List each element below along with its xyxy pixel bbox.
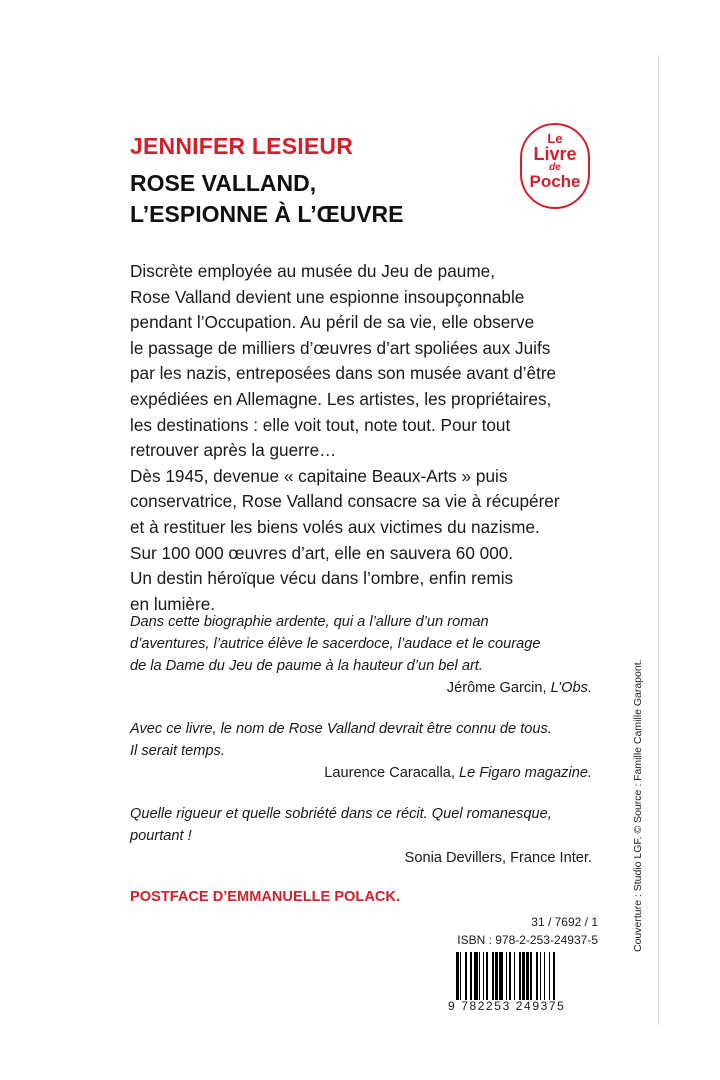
barcode-bar [460, 952, 461, 1000]
publisher-logo [520, 123, 590, 209]
barcode-bar [526, 952, 529, 1000]
barcode-bar [470, 952, 473, 1000]
barcode-bar [474, 952, 478, 1000]
quote-line: Avec ce livre, le nom de Rose Valland devrait être connu de tous. [130, 721, 552, 737]
barcode-bars [456, 952, 596, 1000]
logo-line-le: Le [547, 131, 563, 146]
barcode-bar [492, 952, 493, 1000]
quote-author: Jérôme Garcin, [446, 680, 547, 696]
title-line-2: L’ESPIONNE À L’ŒUVRE [130, 201, 404, 227]
summary-line: Sur 100 000 œuvres d’art, elle en sauvera 60 000. [130, 542, 514, 563]
quote-author: Sonia Devillers, France Inter. [404, 850, 592, 866]
press-quote-1 [130, 611, 592, 699]
barcode [448, 952, 598, 1012]
summary-line: le passage de milliers d’œuvres d’art spoliées aux Juifs [130, 337, 551, 358]
summary-line: conservatrice, Rose Valland consacre sa vie à récupérer [130, 491, 560, 512]
quote-line: pourtant ! [130, 828, 192, 844]
summary-line: pendant l’Occupation. Au péril de sa vie, elle observe [130, 312, 535, 333]
barcode-bar [509, 952, 512, 1000]
summary-line: retrouver après la guerre… [130, 440, 337, 461]
barcode-digits: 9 782253 249375 [448, 999, 566, 1013]
quote-text [130, 611, 592, 677]
logo-line-poche: Poche [529, 172, 581, 191]
barcode-bar [486, 952, 489, 1000]
press-quote-2 [130, 718, 592, 784]
quote-line: de la Dame du Jeu de paume à la hauteur d’un bel art. [130, 658, 483, 674]
page-edge-line [658, 55, 659, 1025]
book-title [130, 168, 404, 230]
summary-line: Un destin héroïque vécu dans l’ombre, enfin remis [130, 568, 514, 589]
book-summary [130, 259, 630, 617]
barcode-bar [483, 952, 484, 1000]
barcode-bar [456, 952, 459, 1000]
logo-line-de: de [549, 162, 561, 173]
quote-text [130, 803, 592, 847]
summary-line: et à restituer les biens volés aux victimes du nazisme. [130, 516, 540, 537]
summary-line: expédiées en Allemagne. Les artistes, les propriétaires, [130, 388, 552, 409]
press-quotes [130, 611, 592, 888]
barcode-bar [549, 952, 550, 1000]
barcode-bar [553, 952, 554, 1000]
postface-note: POSTFACE D’EMMANUELLE POLACK. [130, 889, 400, 905]
barcode-bar [514, 952, 515, 1000]
barcode-bar [465, 952, 466, 1000]
summary-line: les destinations : elle voit tout, note tout. Pour tout [130, 414, 511, 435]
quote-attribution [130, 847, 592, 869]
quote-line: d’aventures, l’autrice élève le sacerdoce, l’audace et le courage [130, 636, 541, 652]
author-name: JENNIFER LESIEUR [130, 133, 354, 159]
summary-line: Dès 1945, devenue « capitaine Beaux-Arts » puis [130, 465, 508, 486]
quote-attribution [130, 762, 592, 784]
quote-source: L’Obs. [550, 680, 592, 696]
barcode-bar [544, 952, 545, 1000]
barcode-bar [499, 952, 503, 1000]
quote-attribution [130, 677, 592, 699]
barcode-bar [536, 952, 539, 1000]
barcode-bar [495, 952, 498, 1000]
barcode-bar [479, 952, 480, 1000]
quote-text [130, 718, 592, 762]
cover-credit: Couverture : Studio LGF. © Source : Famille Camille Garapont. [632, 659, 644, 952]
quote-author: Laurence Caracalla, [324, 765, 455, 781]
summary-line: par les nazis, entreposées dans son musée avant d’être [130, 363, 557, 384]
barcode-bar [522, 952, 525, 1000]
title-line-1: ROSE VALLAND, [130, 170, 317, 196]
quote-line: Dans cette biographie ardente, qui a l’allure d’un roman [130, 614, 489, 630]
press-quote-3 [130, 803, 592, 869]
isbn-number: ISBN : 978-2-253-24937-5 [457, 933, 598, 947]
barcode-bar [506, 952, 507, 1000]
barcode-bar [530, 952, 531, 1000]
summary-line: Discrète employée au musée du Jeu de paume, [130, 261, 495, 281]
quote-source: Le Figaro magazine. [458, 765, 592, 781]
product-code: 31 / 7692 / 1 [531, 915, 598, 929]
quote-line: Il serait temps. [130, 743, 225, 759]
summary-line: en lumière. [130, 593, 216, 614]
barcode-bar [519, 952, 520, 1000]
summary-line: Rose Valland devient une espionne insoupçonnable [130, 286, 525, 307]
quote-line: Quelle rigueur et quelle sobriété dans ce récit. Quel romanesque, [130, 806, 552, 822]
barcode-bar [540, 952, 541, 1000]
logo-line-livre: Livre [533, 144, 577, 164]
